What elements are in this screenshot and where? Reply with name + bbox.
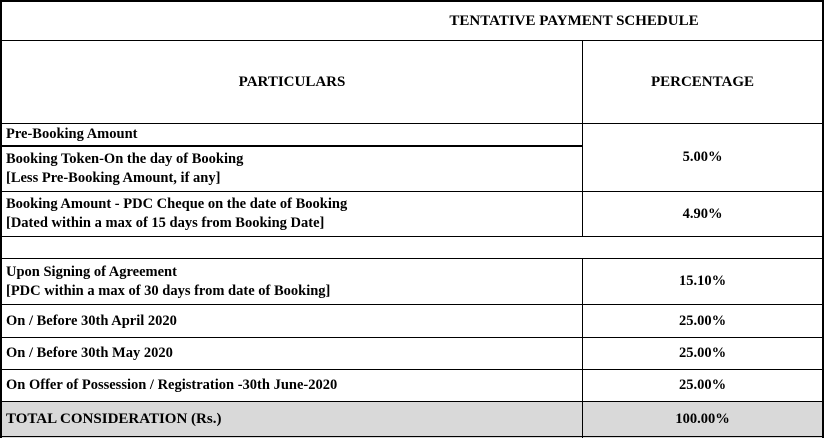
may-percentage: 25.00% (678, 345, 727, 361)
total-label: TOTAL CONSIDERATION (Rs.) (6, 410, 222, 427)
booking-token-line2: [Less Pre-Booking Amount, if any] (6, 170, 221, 186)
april-percentage: 25.00% (678, 312, 727, 329)
total-percentage: 100.00% (675, 410, 730, 427)
booking-amount-percentage: 4.90% (682, 205, 723, 222)
agreement-line1: Upon Signing of Agreement (6, 263, 177, 280)
april-label: On / Before 30th April 2020 (6, 312, 177, 329)
pre-booking-label: Pre-Booking Amount (6, 126, 138, 142)
booking-token-label (2, 147, 582, 191)
agreement-line2: [PDC within a max of 30 days from date of Booking] (6, 282, 331, 299)
booking-token-line1: Booking Token-On the day of Booking (6, 151, 244, 167)
header-particulars: PARTICULARS (238, 73, 346, 90)
possession-label: On Offer of Possession / Registration -30th June-2020 (6, 377, 338, 393)
may-label: On / Before 30th May 2020 (6, 345, 173, 361)
booking-amount-bottom-line (0, 236, 824, 237)
possession-percentage: 25.00% (678, 377, 727, 393)
header-percentage: PERCENTAGE (650, 73, 755, 90)
agreement-percentage: 15.10% (678, 273, 727, 289)
agreement-label (2, 259, 582, 304)
table-bottom-line (0, 436, 824, 437)
page-title: TENTATIVE PAYMENT SCHEDULE (449, 12, 699, 29)
booking-amount-label (2, 192, 582, 236)
booking-amount-line1: Booking Amount - PDC Cheque on the date of Booking (6, 196, 348, 212)
top-border (0, 0, 824, 2)
booking-token-percentage: 5.00% (682, 149, 723, 165)
booking-amount-line2: [Dated within a max of 15 days from Booking Date] (6, 215, 325, 231)
